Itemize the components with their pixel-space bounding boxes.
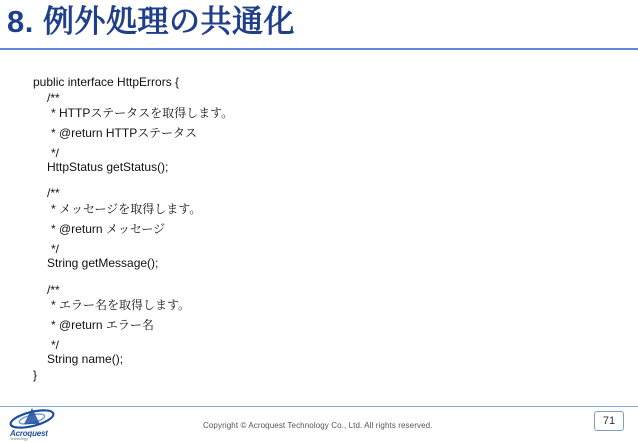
logo-wordmark: Acroquest <box>10 429 48 438</box>
code-line: * HTTPステータスを取得します。 <box>51 106 234 120</box>
code-line: } <box>33 368 38 382</box>
slide-title: 8. 例外処理の共通化 <box>7 4 295 39</box>
page-number-box <box>594 411 624 431</box>
code-line: /** <box>47 91 60 105</box>
code-line: String getMessage(); <box>47 256 159 270</box>
footer-divider <box>0 406 638 407</box>
copyright-text: Copyright © Acroquest Technology Co., Ltd. All rights reserved. <box>203 421 433 430</box>
code-line: String name(); <box>47 352 124 366</box>
code-line: public interface HttpErrors { <box>33 75 180 89</box>
code-line: * @return エラー名 <box>51 318 154 332</box>
logo-subtext: Technology <box>10 437 28 441</box>
code-line: * @return HTTPステータス <box>51 126 197 140</box>
code-line: /** <box>47 283 60 297</box>
code-line: HttpStatus getStatus(); <box>47 160 169 174</box>
code-line: * エラー名を取得します。 <box>51 298 191 312</box>
page-number: 71 <box>602 415 616 427</box>
code-line: */ <box>51 242 60 256</box>
logo-swoosh-icon <box>2 404 62 430</box>
code-line: /** <box>47 186 60 200</box>
acroquest-logo <box>2 404 62 442</box>
code-line: * メッセージを取得します。 <box>51 202 202 216</box>
code-line: */ <box>51 338 60 352</box>
code-line: * @return メッセージ <box>51 222 166 236</box>
code-line: */ <box>51 146 60 160</box>
